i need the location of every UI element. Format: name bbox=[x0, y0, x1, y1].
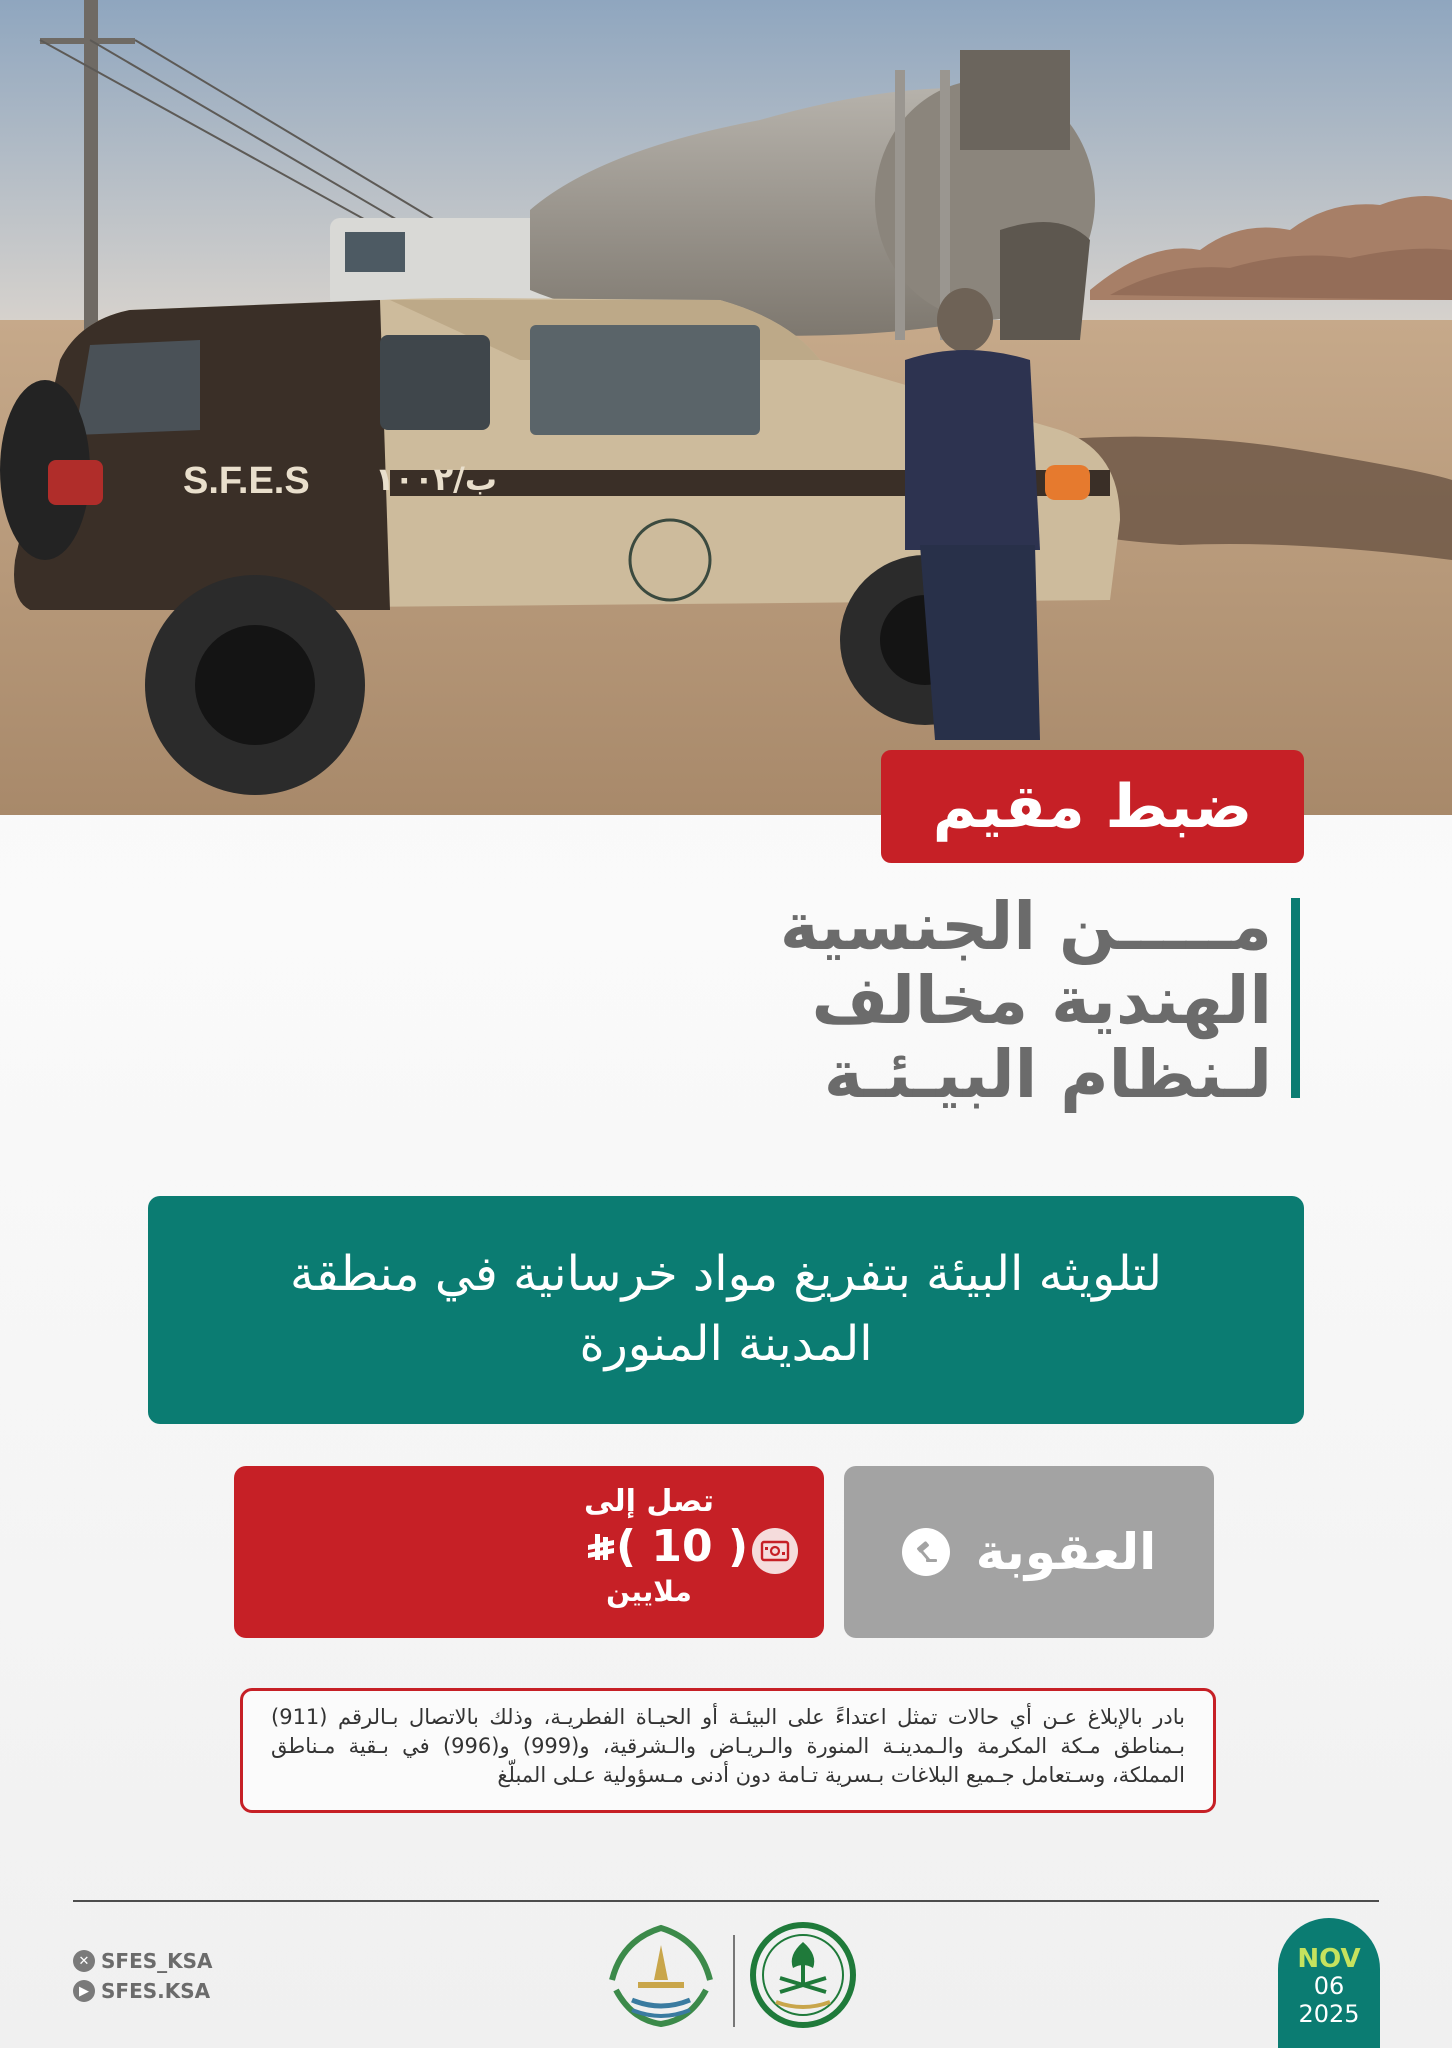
vehicle-plate-text: ب/١٠٠٢ bbox=[375, 460, 497, 498]
sfes-emblem-logo bbox=[602, 1920, 720, 2034]
headline-line-1: مـــــن الجنسية bbox=[779, 888, 1272, 965]
x-icon: ✕ bbox=[73, 1950, 95, 1972]
reason-box bbox=[148, 1196, 1304, 1424]
social-link-x[interactable] bbox=[73, 1946, 213, 1976]
social-handle-x: SFES_KSA bbox=[101, 1949, 213, 1973]
date-month: NOV bbox=[1297, 1944, 1361, 1974]
headline-accent-bar bbox=[1291, 898, 1300, 1098]
headline-tag bbox=[881, 750, 1304, 863]
date-year: 2025 bbox=[1298, 1999, 1360, 2028]
date-badge bbox=[1278, 1918, 1380, 2048]
headline-line-2: الهندية مخالف bbox=[811, 961, 1272, 1039]
penalty-value-text bbox=[574, 1484, 749, 1608]
headline-tag-text: ضبط مقيم bbox=[932, 771, 1253, 842]
penalty-prefix: تصل إلى bbox=[584, 1484, 714, 1519]
penalty-label-text: العقوبة bbox=[975, 1523, 1157, 1581]
headline bbox=[572, 890, 1272, 1112]
penalty-amount bbox=[574, 1521, 749, 1575]
riyal-icon bbox=[586, 1524, 616, 1575]
penalty-suffix: ملايين bbox=[606, 1574, 692, 1608]
hero-photo bbox=[0, 0, 1452, 815]
social-link-youtube[interactable] bbox=[73, 1976, 213, 2006]
gavel-icon bbox=[902, 1528, 950, 1576]
vehicle-side-text: S.F.E.S bbox=[183, 460, 310, 502]
ministry-emblem-logo bbox=[748, 1920, 858, 2034]
headline-line-3: لـنظام البيـئـة bbox=[823, 1035, 1272, 1113]
penalty-value-card bbox=[234, 1466, 824, 1638]
social-links bbox=[73, 1946, 213, 2006]
penalty-label-card bbox=[844, 1466, 1214, 1638]
emblem-divider bbox=[733, 1935, 735, 2027]
date-day: 06 bbox=[1313, 1972, 1345, 2001]
report-notice bbox=[240, 1688, 1216, 1813]
penalty-amount-number: ( 10 ) bbox=[616, 1521, 749, 1572]
footer-divider bbox=[73, 1900, 1379, 1902]
report-notice-text: بادر بالإبلاغ عـن أي حالات تمثل اعتداءً على البيئـة أو الحيـاة الفطريـة، وذلك بالاتصال بـالرقم (911) بـمناطق مـكة المكرمة والـمدينـة المنورة والـريـاض والـشرقية، و(999) و(996) في بـقية مـناطق المملكة، وسـتعامل جـميع البلاغات بـسرية تـامة دون أدنى مـسؤولية عـلى المبلّغ bbox=[271, 1705, 1185, 1787]
banknote-icon bbox=[752, 1528, 798, 1578]
youtube-icon: ▶ bbox=[73, 1980, 95, 2002]
social-handle-youtube: SFES.KSA bbox=[101, 1979, 211, 2003]
reason-text: لتلويثه البيئة بتفريغ مواد خرسانية في منطقة المدينة المنورة bbox=[290, 1246, 1162, 1372]
